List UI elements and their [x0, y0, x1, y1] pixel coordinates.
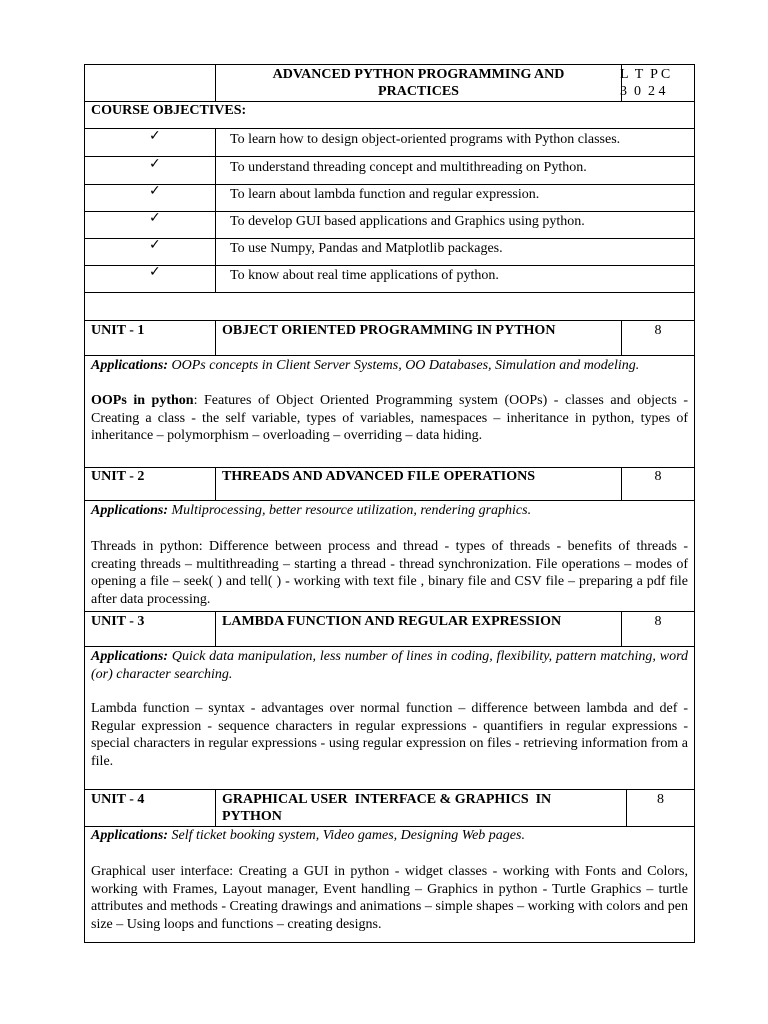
applications-label: Applications:	[91, 358, 169, 373]
syllabus-text: : Features of Object Oriented Programming system (OOPs) - classes and objects - Creating a class - the self variable, types of variables, namespaces – inheritance in python, types of inheritance – polymorphism – overloading – overriding – data hiding.	[91, 393, 688, 443]
course-title-line2: PRACTICES	[378, 84, 459, 99]
unit-3-applications	[91, 648, 688, 683]
spacer-row	[84, 292, 695, 321]
unit-3-hours: 8	[654, 614, 662, 629]
ltpc-values: 3 0 2 4	[620, 84, 666, 99]
unit-2-hours: 8	[654, 469, 662, 484]
checkmark-icon: ✓	[149, 264, 161, 280]
unit-3-label: UNIT - 3	[91, 614, 145, 629]
unit-1-applications	[91, 357, 688, 375]
unit-2-applications	[91, 502, 688, 520]
applications-text: OOPs concepts in Client Server Systems, OO Databases, Simulation and modeling.	[168, 358, 640, 373]
applications-text: Self ticket booking system, Video games, Designing Web pages.	[168, 828, 525, 843]
unit-1-hours: 8	[654, 323, 662, 338]
checkmark-icon: ✓	[149, 210, 161, 226]
applications-label: Applications:	[91, 828, 169, 843]
unit-4-title-line2: PYTHON	[222, 809, 282, 824]
unit-4-syllabus: Graphical user interface: Creating a GUI in python - widget classes - working with Fonts and Colors, working with Frames, Layout manager, Event handling – Graphics in python - Turtle Graphics – turtle attributes and methods - Creating drawings and animations – simple shapes – working with colors and pen size – Using loops and functions – creating designs.	[91, 864, 688, 932]
unit-2-title: THREADS AND ADVANCED FILE OPERATIONS	[222, 469, 535, 484]
syllabus-topic-heading: OOPs in python	[91, 393, 194, 408]
unit-2-syllabus: Threads in python: Difference between process and thread - types of threads - benefits of threads - creating threads – multithreading – starting a thread - thread synchronization. File operations – modes of opening a file – seek( ) and tell( ) - working with text file , binary file and CSV file – preparing a pdf file after data processing.	[91, 539, 688, 607]
checkmark-icon: ✓	[149, 237, 161, 253]
unit-4-title-line1: GRAPHICAL USER INTERFACE & GRAPHICS IN	[222, 792, 552, 807]
objective-item: To know about real time applications of python.	[230, 268, 499, 283]
applications-text: Quick data manipulation, less number of lines in coding, flexibility, pattern matching, word (or) character searching.	[91, 649, 688, 682]
checkmark-icon: ✓	[149, 183, 161, 199]
unit-4-label: UNIT - 4	[91, 792, 145, 807]
applications-label: Applications:	[91, 649, 169, 664]
objective-item: To develop GUI based applications and Graphics using python.	[230, 214, 585, 229]
ltpc-header: L T P C	[620, 67, 671, 82]
objectives-heading: COURSE OBJECTIVES:	[91, 103, 247, 118]
objective-item: To use Numpy, Pandas and Matplotlib packages.	[230, 241, 503, 256]
header-cell-left	[84, 64, 216, 102]
applications-label: Applications:	[91, 503, 169, 518]
unit-1-syllabus	[91, 392, 688, 445]
applications-text: Multiprocessing, better resource utilization, rendering graphics.	[168, 503, 532, 518]
objective-item: To learn how to design object-oriented programs with Python classes.	[230, 132, 621, 147]
unit-3-title: LAMBDA FUNCTION AND REGULAR EXPRESSION	[222, 614, 562, 629]
objective-item: To learn about lambda function and regular expression.	[230, 187, 540, 202]
unit-2-label: UNIT - 2	[91, 469, 145, 484]
unit-4-hours: 8	[657, 792, 664, 807]
checkmark-icon: ✓	[149, 156, 161, 172]
unit-3-syllabus: Lambda function – syntax - advantages over normal function – difference between lambda and def - Regular expression - sequence characters in regular expressions - quantifiers in regular expressions - special characters in regular expressions - using regular expression on files - retrieving information from a file.	[91, 701, 688, 769]
checkmark-icon: ✓	[149, 128, 161, 144]
unit-4-applications	[91, 827, 688, 845]
unit-1-label: UNIT - 1	[91, 323, 145, 338]
objective-item: To understand threading concept and multithreading on Python.	[230, 160, 587, 175]
unit-1-title: OBJECT ORIENTED PROGRAMMING IN PYTHON	[222, 323, 556, 338]
course-title-line1: ADVANCED PYTHON PROGRAMMING AND	[272, 67, 565, 82]
